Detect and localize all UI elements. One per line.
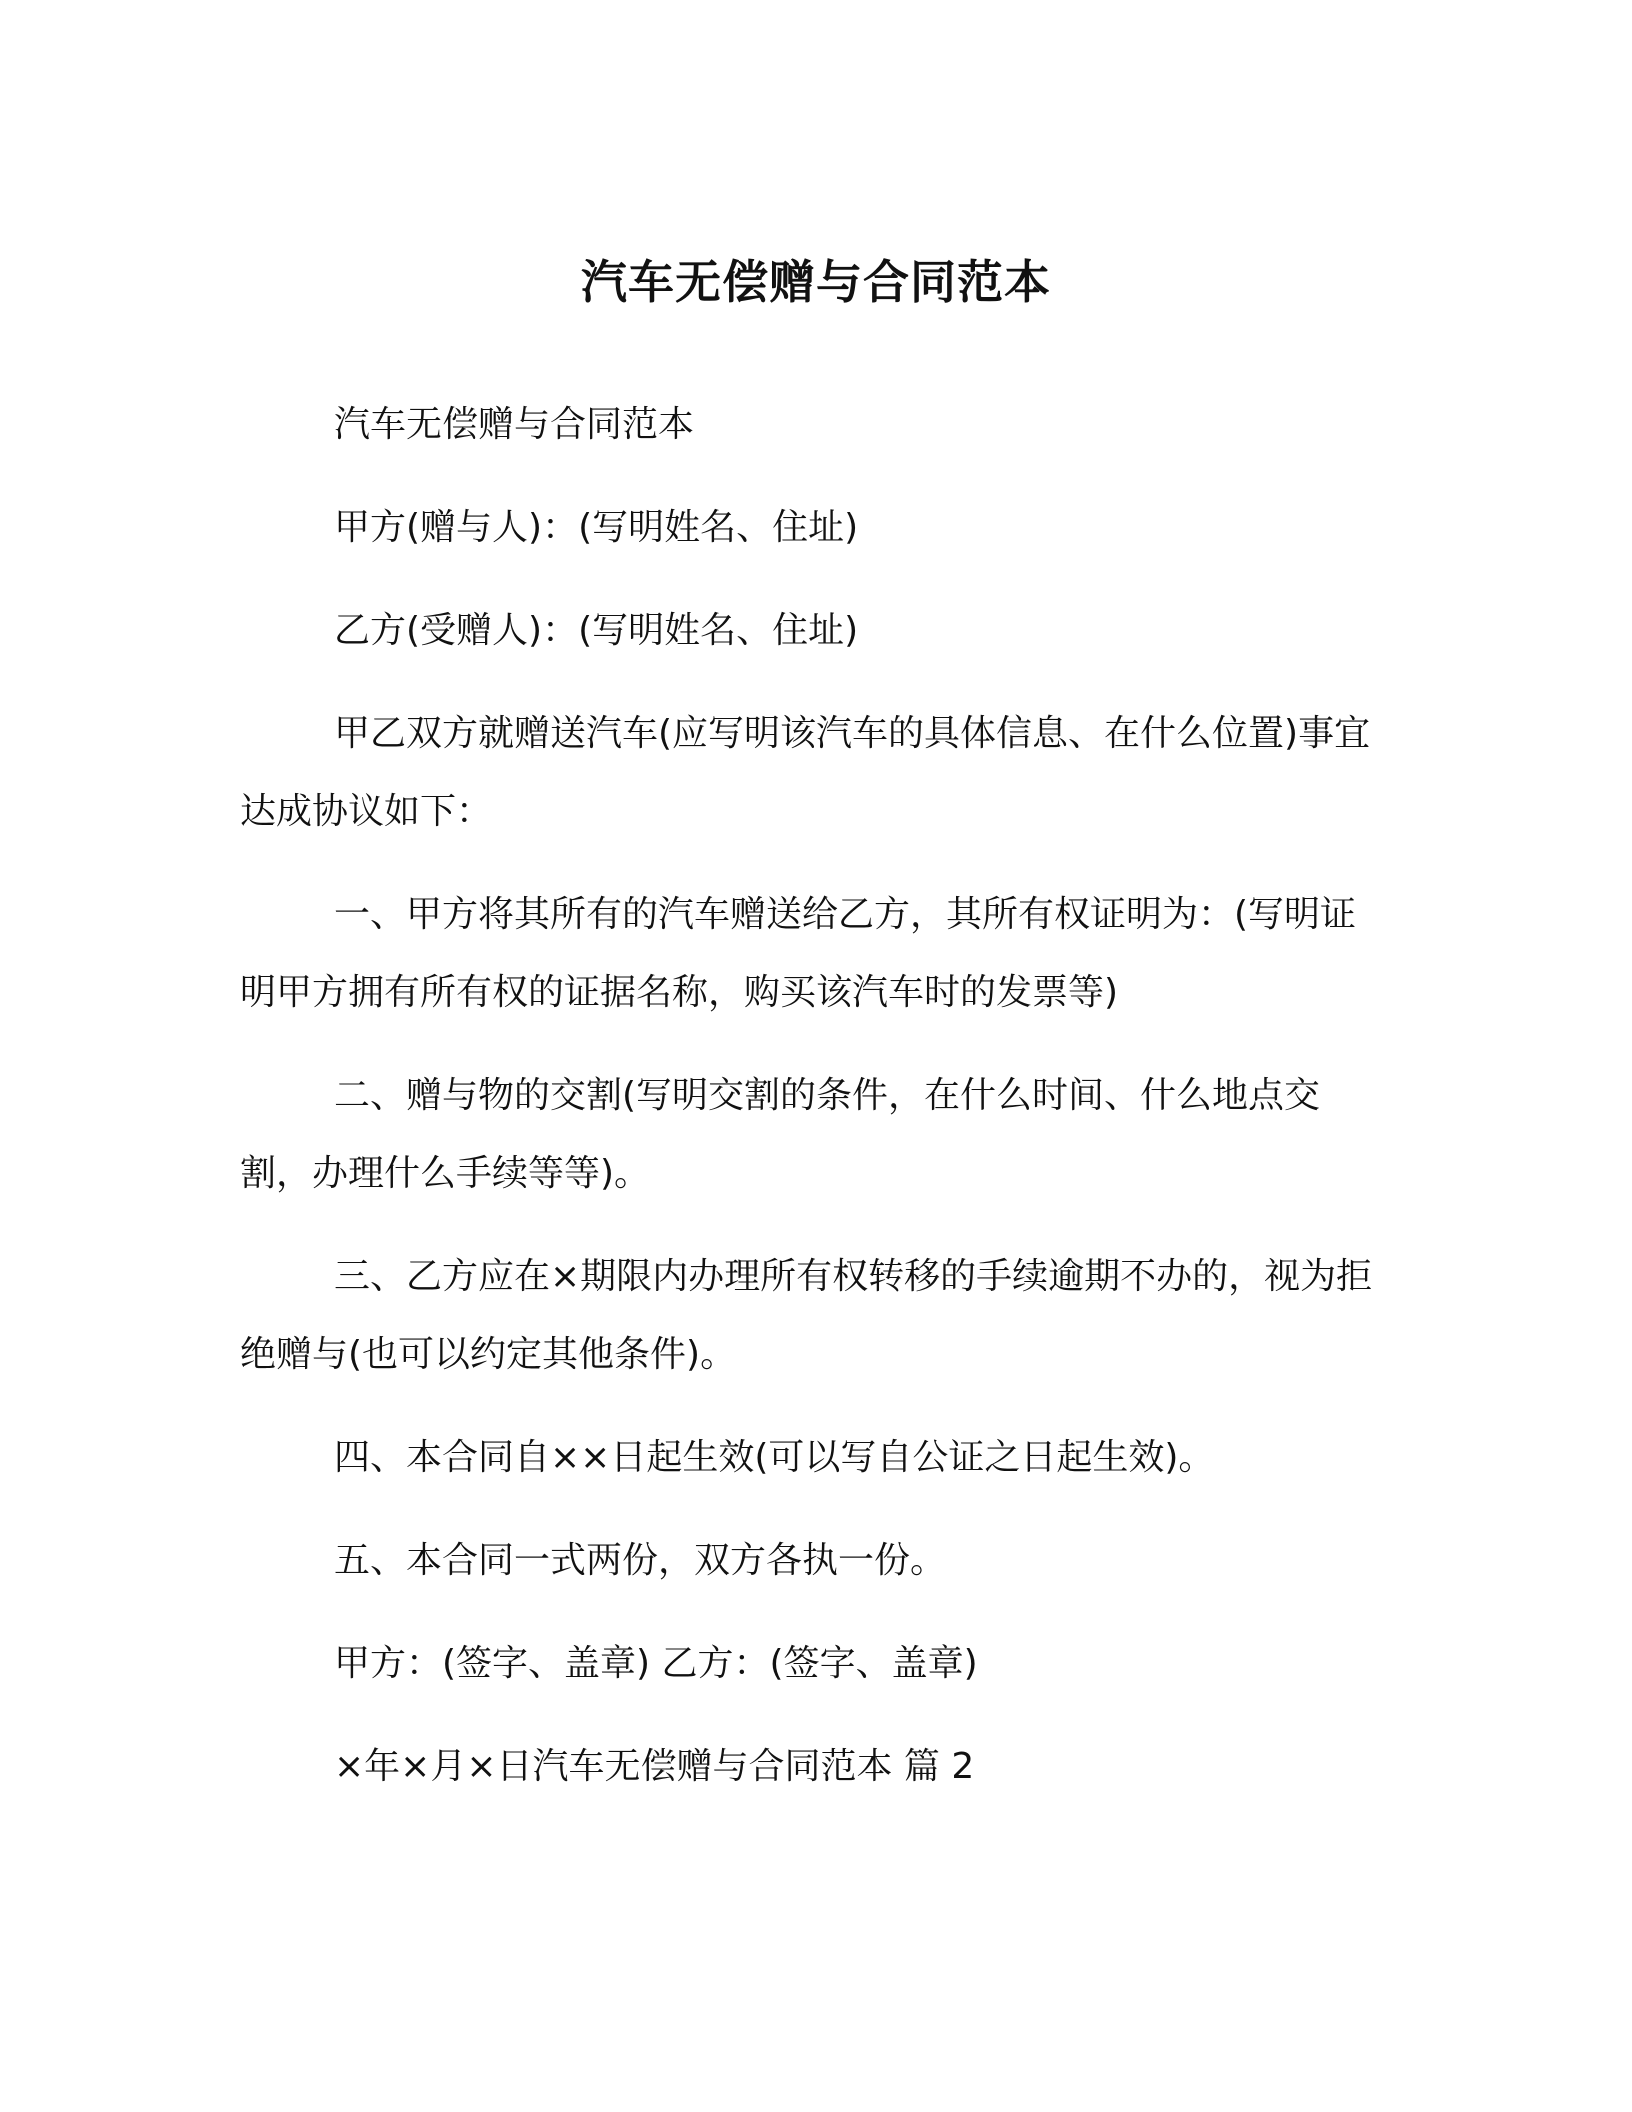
document-body — [240, 386, 1380, 1831]
paragraph-party-b: 乙方(受赠人)：(写明姓名、住址) — [334, 610, 859, 651]
paragraph-clause-1: 一、甲方将其所有的汽车赠送给乙方，其所有权证明为：(写明证明甲方拥有所有权的证据名称，购买该汽车时的发票等) — [240, 894, 1357, 1013]
document-title: 汽车无偿赠与合同范本 — [581, 254, 1051, 309]
paragraph-party-a: 甲方(赠与人)：(写明姓名、住址) — [334, 507, 859, 548]
paragraph-signatures: 甲方：(签字、盖章) 乙方：(签字、盖章) — [334, 1643, 978, 1684]
paragraph-clause-5: 五、本合同一式两份，双方各执一份。 — [334, 1540, 947, 1581]
paragraph-clause-3: 三、乙方应在×期限内办理所有权转移的手续逾期不办的，视为拒绝赠与(也可以约定其他条件)。 — [240, 1256, 1373, 1375]
paragraph-clause-4: 四、本合同自××日起生效(可以写自公证之日起生效)。 — [334, 1437, 1215, 1478]
paragraph-date: ×年×月×日汽车无偿赠与合同范本 篇 2 — [334, 1746, 975, 1787]
paragraph-clause-2: 二、赠与物的交割(写明交割的条件，在什么时间、什么地点交割，办理什么手续等等)。 — [240, 1075, 1321, 1194]
paragraph-agreement-intro: 甲乙双方就赠送汽车(应写明该汽车的具体信息、在什么位置)事宜达成协议如下： — [240, 713, 1371, 832]
paragraph-subtitle: 汽车无偿赠与合同范本 — [334, 404, 695, 445]
